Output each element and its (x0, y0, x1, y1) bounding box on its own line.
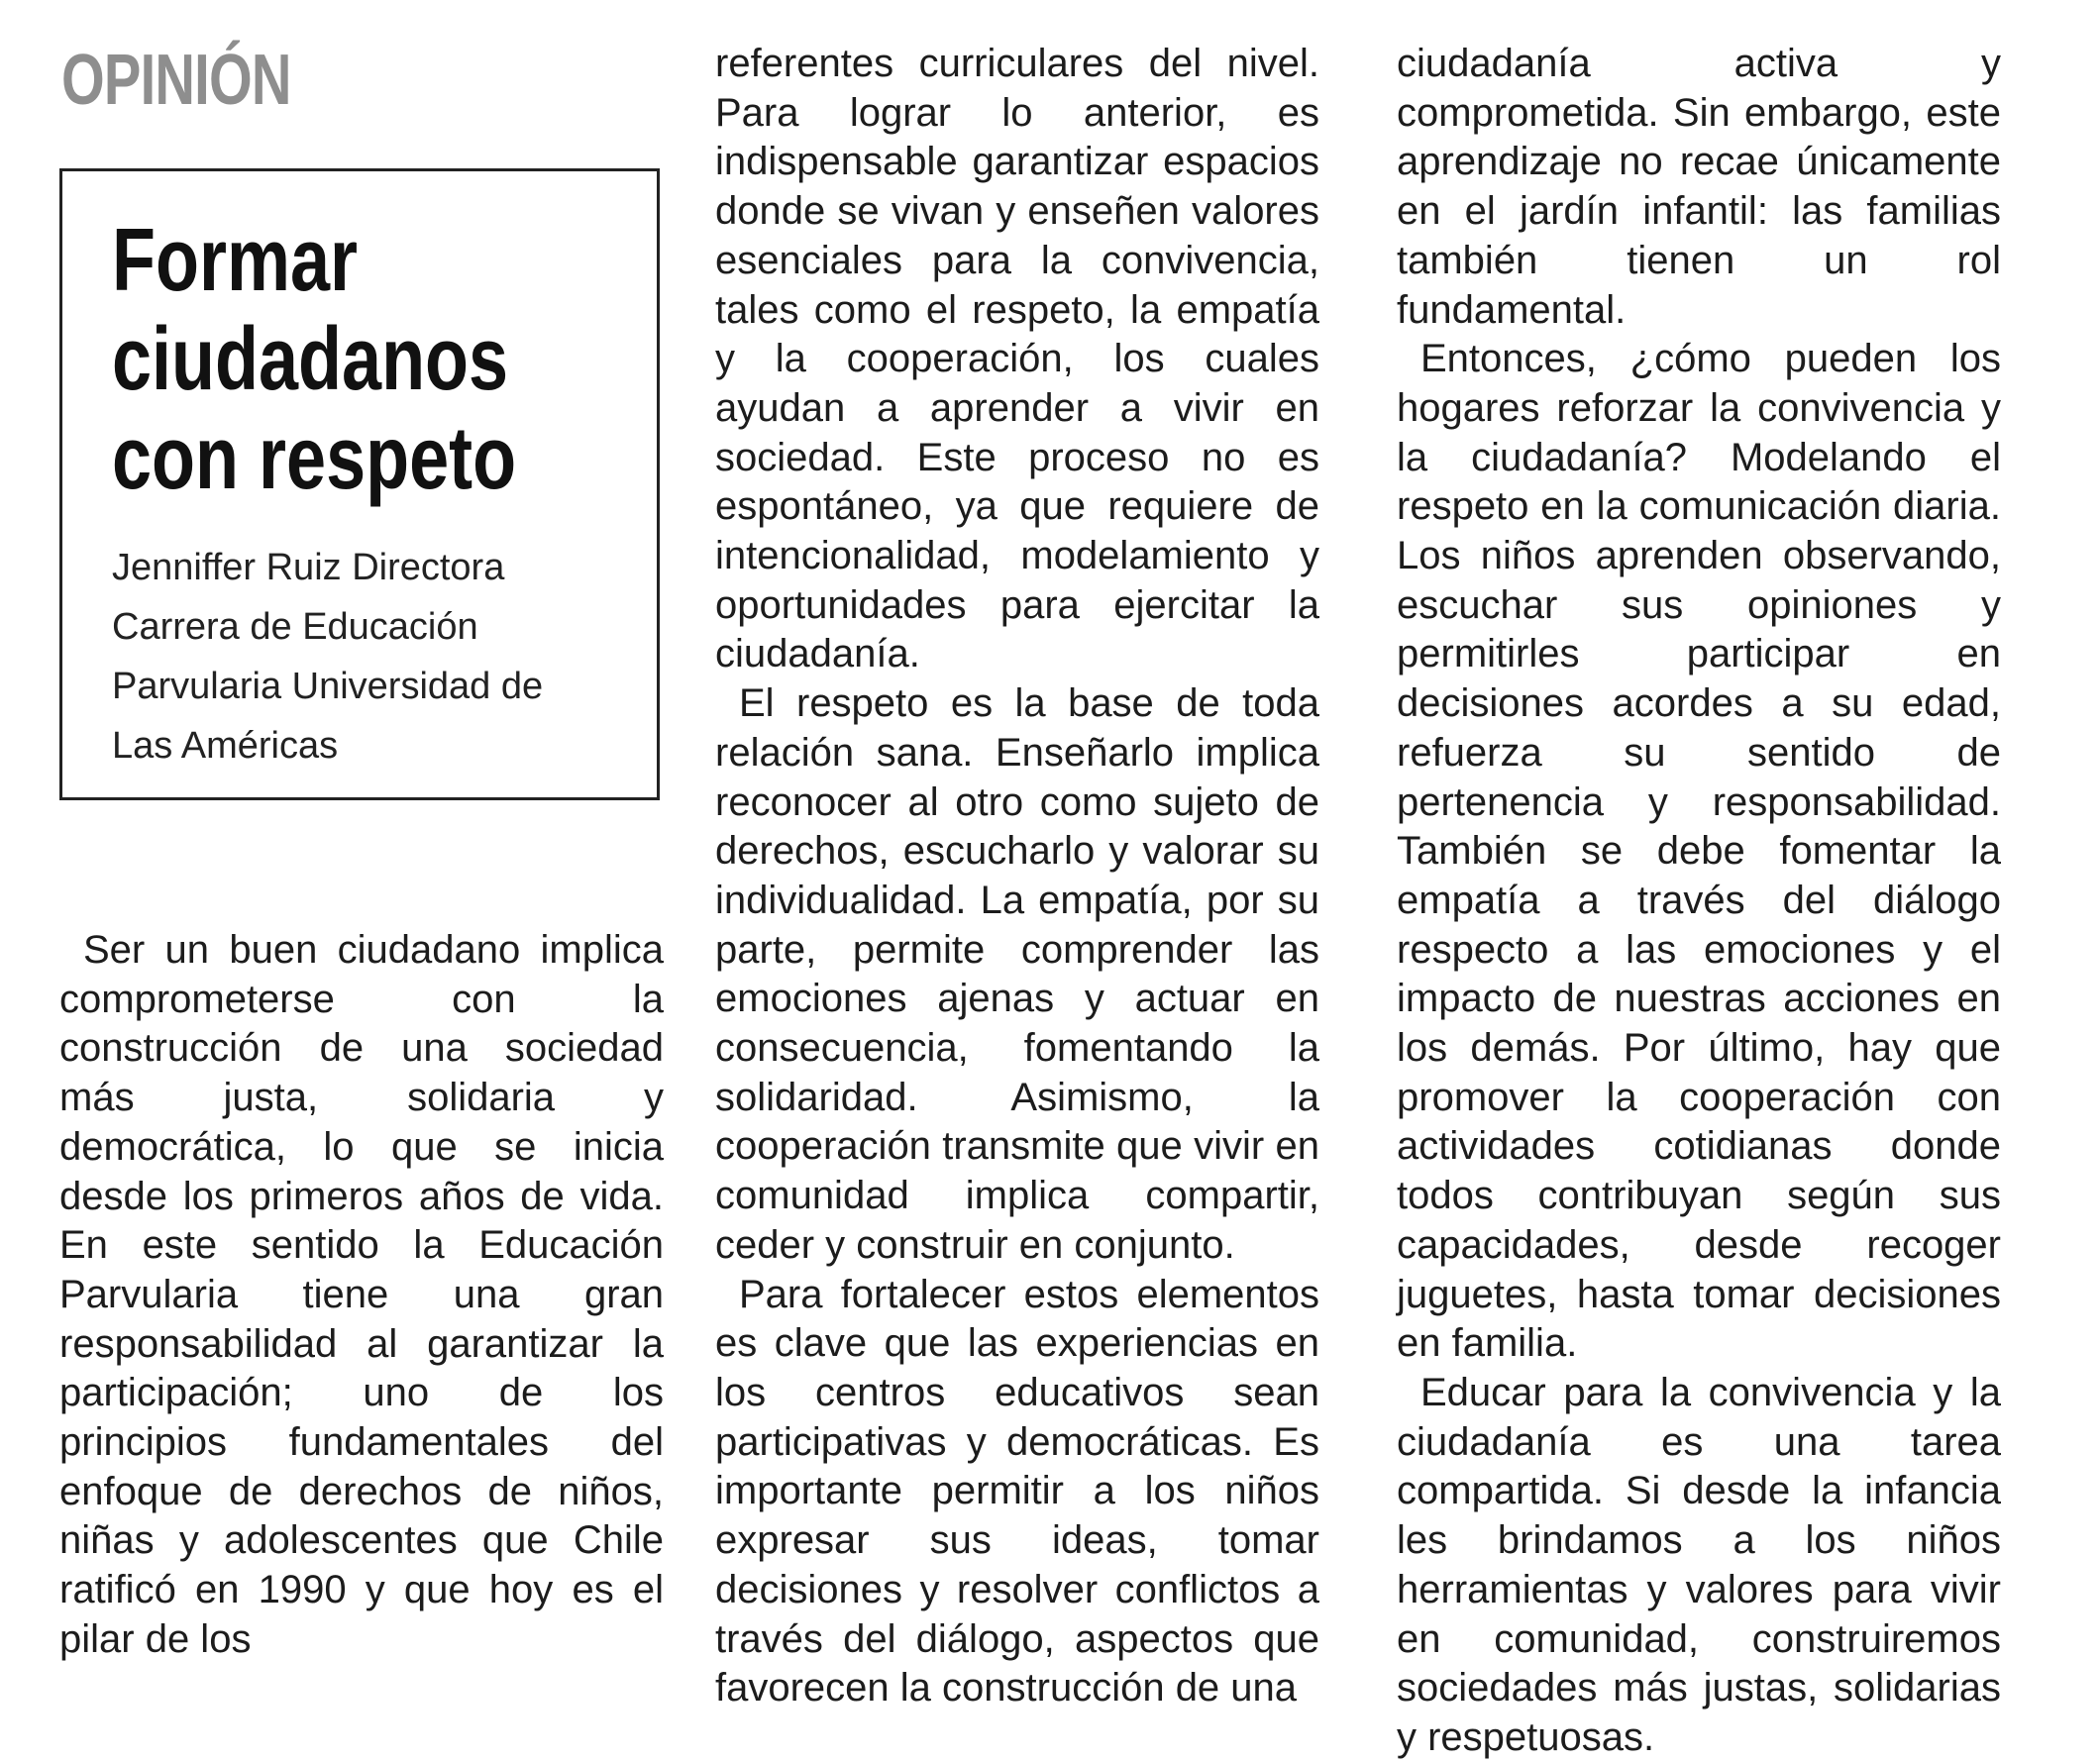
paragraph: Ser un buen ciudadano implica comprometerse con la construcción de una sociedad más justa, solidaria y democrática, lo que se inicia desde los primeros años de vida. En este sentido la Educación Parvularia tiene una gran responsabilidad al garantizar la participación; uno de los principios fundamentales del enfoque de derechos de niños, niñas y adolescentes que Chile ratificó en 1990 y que hoy es el pilar de los (59, 928, 664, 1661)
byline-line: Carrera de Educación (112, 606, 478, 648)
article-headline (112, 211, 516, 508)
headline-line: ciudadanos (112, 310, 509, 409)
author-byline (112, 538, 607, 776)
article-column-1 (59, 926, 664, 1665)
paragraph: El respeto es la base de toda relación sana. Enseñarlo implica reconocer al otro como sujeto de derechos, escucharlo y valorar su individualidad. La empatía, por su parte, permite comprender las emociones ajenas y actuar en consecuencia, fomentando la solidaridad. Asimismo, la cooperación transmite que vivir en comunidad implica compartir, ceder y construir en conjunto. (715, 681, 1319, 1267)
paragraph: Educar para la convivencia y la ciudadanía es una tarea compartida. Si desde la infancia les brindamos a los niños herramientas y valores para vivir en comunidad, construiremos sociedades más justas, solidarias y respetuosas. (1397, 1370, 2001, 1759)
byline-line: Parvularia Universidad de (112, 666, 544, 707)
headline-line: con respeto (112, 409, 517, 508)
paragraph: referentes curriculares del nivel. Para lograr lo anterior, es indispensable garantizar espacios donde se vivan y enseñen valores esenciales para la convivencia, tales como el respeto, la empatía y la cooperación, los cuales ayudan a aprender a vivir en sociedad. Este proceso no es espontáneo, ya que requiere de intencionalidad, modelamiento y oportunidades para ejercitar la ciudadanía. (715, 42, 1319, 676)
byline-line: Las Américas (112, 725, 339, 767)
article-column-2 (715, 40, 1319, 1713)
article-column-3 (1397, 40, 2001, 1763)
byline-line: Jenniffer Ruiz Directora (112, 547, 505, 588)
headline-line: Formar (112, 211, 359, 310)
headline-box (59, 168, 660, 800)
paragraph: ciudadanía activa y comprometida. Sin embargo, este aprendizaje no recae únicamente en el jardín infantil: las familias también tienen un rol fundamental. (1397, 42, 2001, 332)
section-label: OPINIÓN (61, 41, 291, 120)
paragraph: Entonces, ¿cómo pueden los hogares reforzar la convivencia y la ciudadanía? Modelando el respeto en la comunicación diaria. Los niños aprenden observando, escuchar sus opiniones y permitirles participar en decisiones acordes a su edad, refuerza su sentido de pertenencia y responsabilidad. También se debe fomentar la empatía a través del diálogo respecto a las emociones y el impacto de nuestras acciones en los demás. Por último, hay que promover la cooperación con actividades cotidianas donde todos contribuyan según sus capacidades, desde recoger juguetes, hasta tomar decisiones en familia. (1397, 337, 2001, 1366)
paragraph: Para fortalecer estos elementos es clave que las experiencias en los centros educativos sean participativas y democráticas. Es importante permitir a los niños expresar sus ideas, tomar decisiones y resolver conflictos a través del diálogo, aspectos que favorecen la construcción de una (715, 1272, 1319, 1711)
